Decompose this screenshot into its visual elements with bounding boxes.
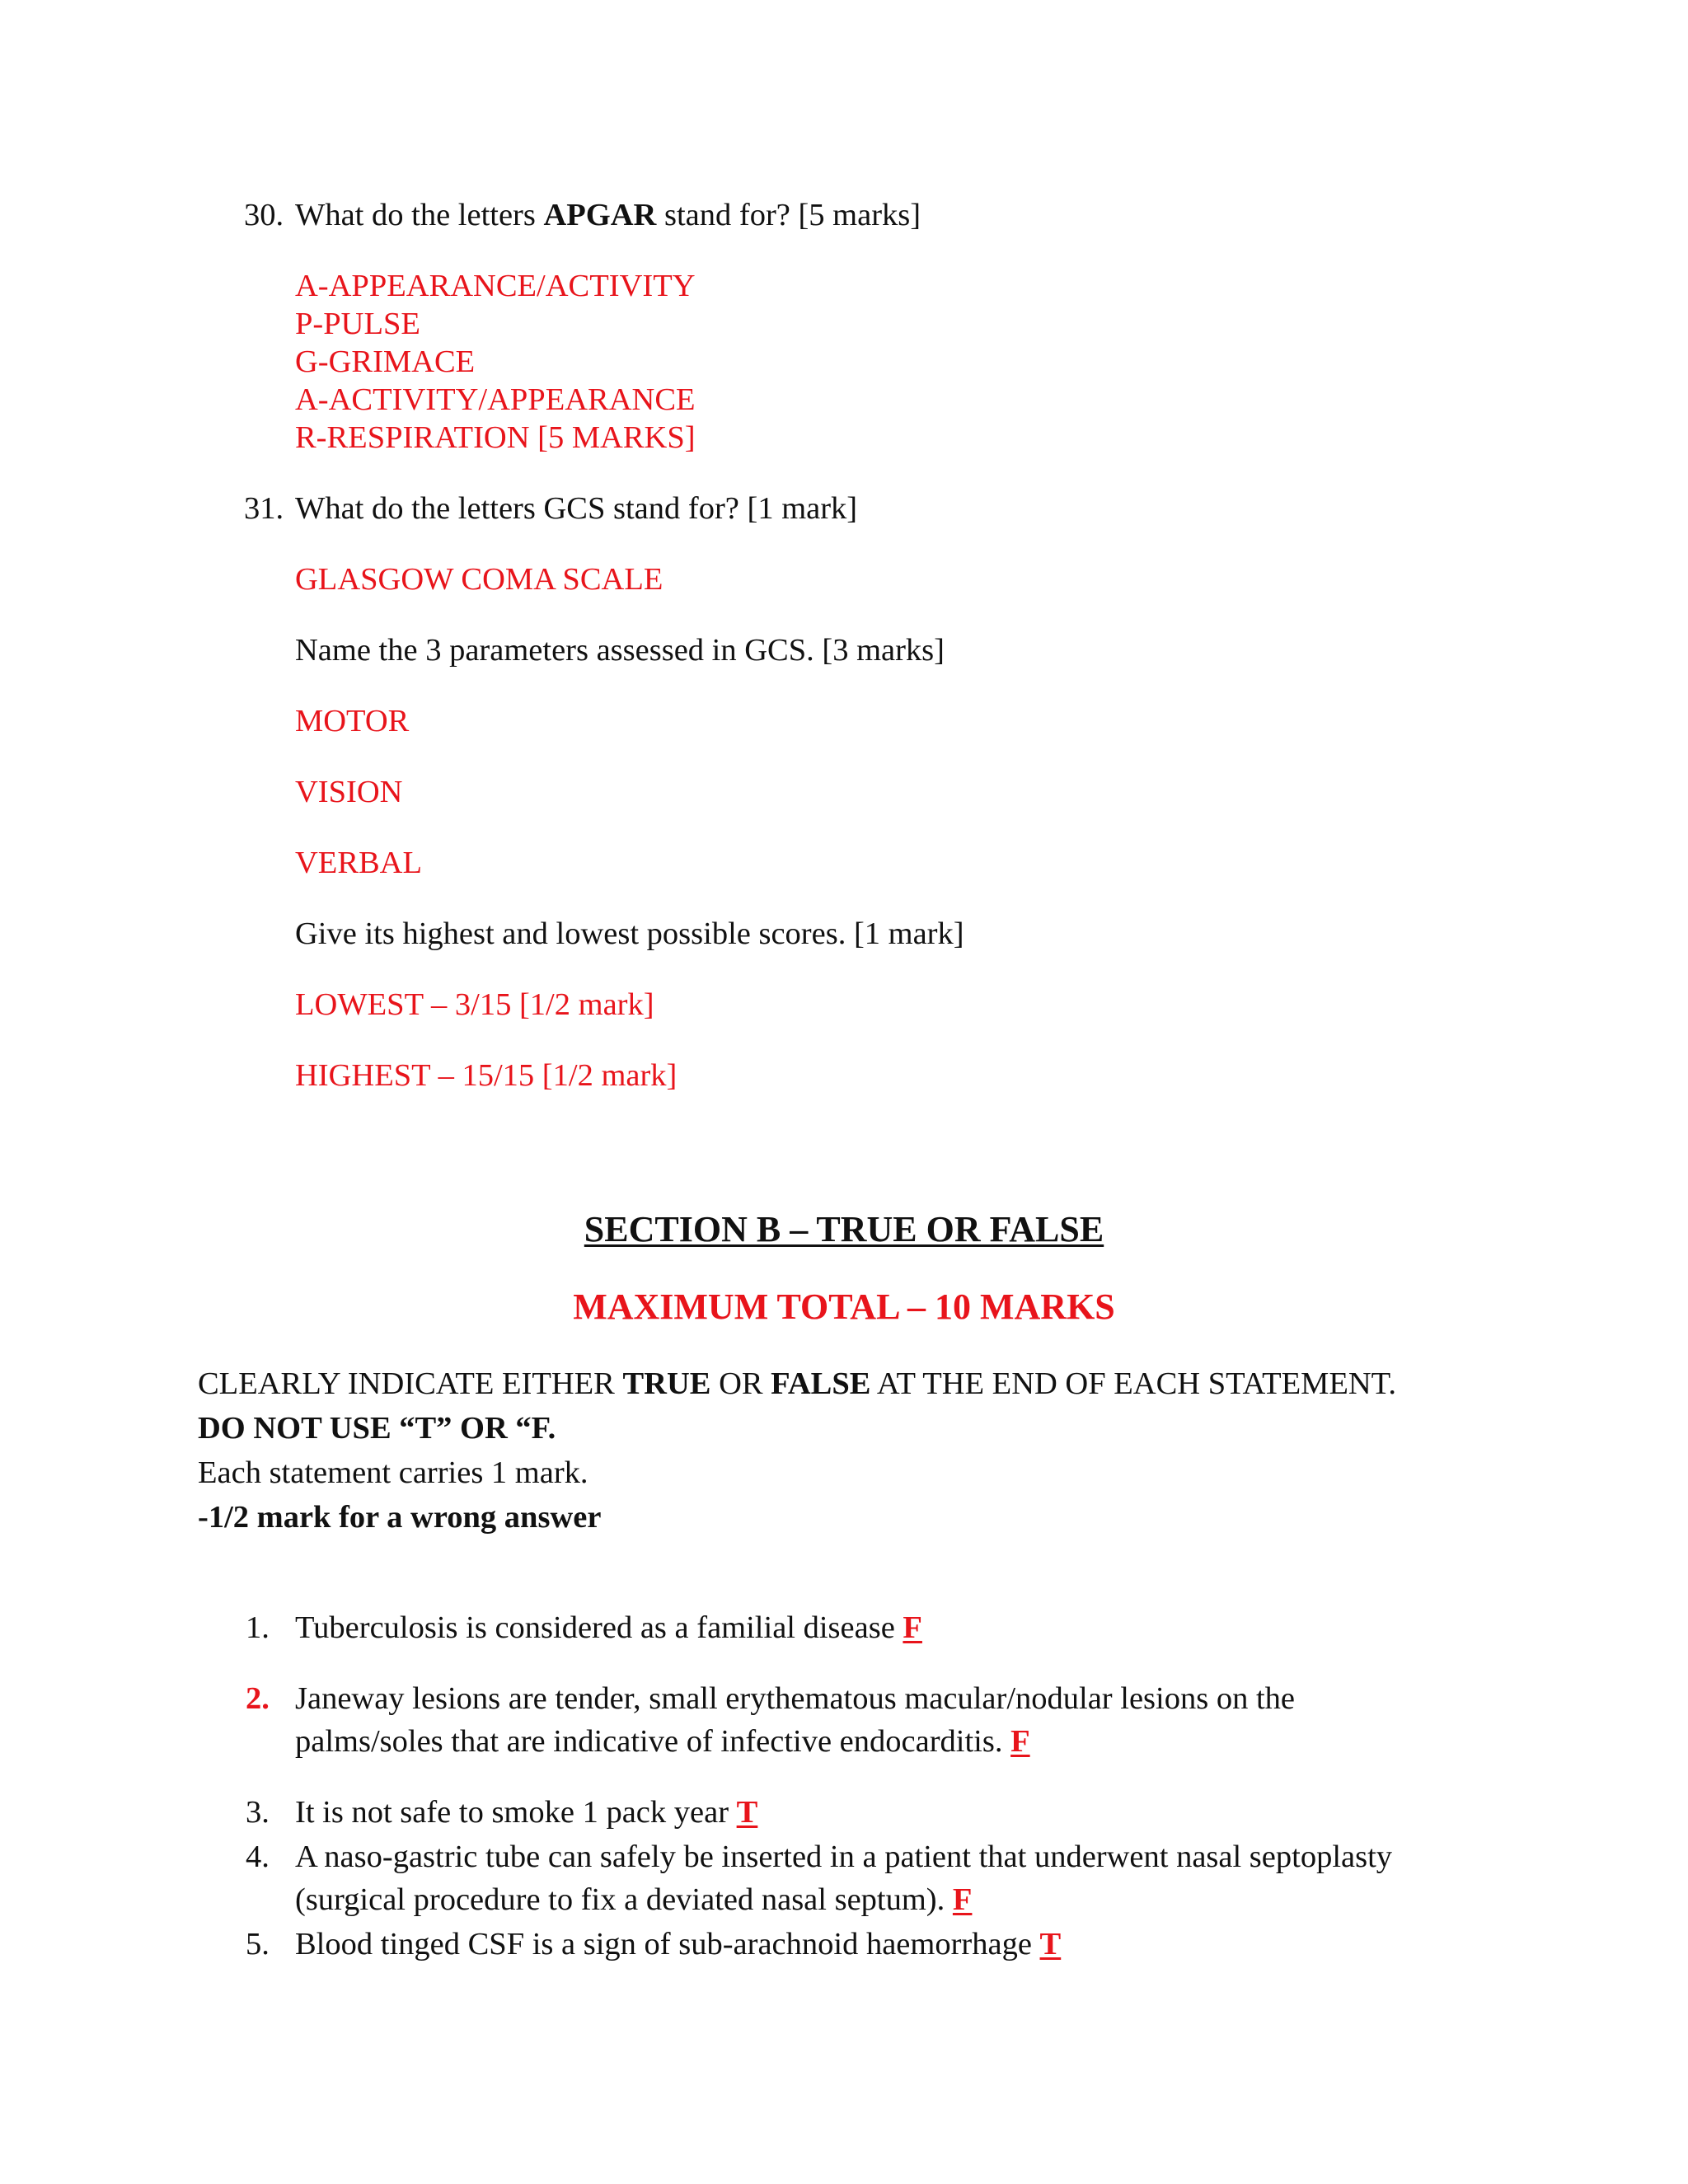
answer-line: P-PULSE	[295, 307, 420, 341]
statement-answer: F	[1010, 1724, 1030, 1759]
answer-line: HIGHEST – 15/15 [1/2 mark]	[295, 1058, 678, 1093]
question-31-text: What do the letters GCS stand for? [1 mark]	[295, 491, 858, 526]
statement	[295, 1726, 1030, 1758]
answer-line: MOTOR	[295, 704, 410, 738]
statement-text: A naso-gastric tube can safely be inserted in a patient that underwent nasal septoplasty	[295, 1840, 1393, 1874]
instruction-line: Each statement carries 1 mark.	[198, 1455, 588, 1490]
statement-text: Blood tinged CSF is a sign of sub-arachnoid haemorrhage	[295, 1927, 1032, 1961]
answer-line: VERBAL	[295, 846, 422, 880]
statement-number: 4.	[246, 1840, 270, 1874]
statement-answer: T	[736, 1795, 758, 1830]
instruction-text: CLEARLY INDICATE EITHER	[198, 1366, 615, 1401]
statement-answer: F	[952, 1882, 973, 1917]
question-term: APGAR	[543, 198, 657, 232]
statement	[295, 1797, 757, 1829]
instruction-line: DO NOT USE “T” OR “F.	[198, 1411, 556, 1446]
statement-text: Janeway lesions are tender, small erythematous macular/nodular lesions on the	[295, 1681, 1295, 1716]
question-text: stand for? [5 marks]	[663, 198, 921, 232]
instruction-text: AT THE END OF EACH STATEMENT.	[876, 1366, 1396, 1401]
statement	[295, 1884, 972, 1916]
question-number: 30.	[244, 198, 284, 232]
statement-answer: F	[903, 1610, 922, 1645]
instruction-line: -1/2 mark for a wrong answer	[198, 1500, 602, 1535]
statement-text: palms/soles that are indicative of infective endocarditis.	[295, 1724, 1003, 1759]
statement	[295, 1612, 922, 1644]
answer-line: R-RESPIRATION [5 MARKS]	[295, 420, 696, 455]
answer-line: G-GRIMACE	[295, 344, 476, 379]
question-text: What do the letters	[295, 198, 536, 232]
answer-line: VISION	[295, 775, 403, 809]
statement-answer: T	[1039, 1927, 1062, 1961]
instruction-line	[198, 1368, 1396, 1400]
answer-line: A-ACTIVITY/APPEARANCE	[295, 382, 696, 417]
answer-line: LOWEST – 3/15 [1/2 mark]	[295, 987, 654, 1022]
statement-text: Tuberculosis is considered as a familial disease	[295, 1610, 895, 1645]
statement-number: 2.	[246, 1681, 270, 1716]
sub-question: Name the 3 parameters assessed in GCS. [3 marks]	[295, 633, 945, 668]
question-30-text	[295, 199, 921, 232]
question-number: 31.	[244, 491, 284, 526]
instruction-true: TRUE	[622, 1366, 711, 1401]
instruction-false: FALSE	[771, 1366, 871, 1401]
statement-text: (surgical procedure to fix a deviated nasal septum).	[295, 1882, 945, 1917]
answer-line: GLASGOW COMA SCALE	[295, 562, 663, 597]
statement	[295, 1929, 1061, 1961]
statement-number: 3.	[246, 1795, 270, 1830]
statement-text: It is not safe to smoke 1 pack year	[295, 1795, 729, 1830]
instruction-text: OR	[719, 1366, 763, 1401]
statement-number: 1.	[246, 1610, 270, 1645]
statement-number: 5.	[246, 1927, 270, 1961]
section-title: SECTION B – TRUE OR FALSE	[584, 1209, 1104, 1249]
answer-line: A-APPEARANCE/ACTIVITY	[295, 269, 696, 303]
max-total: MAXIMUM TOTAL – 10 MARKS	[573, 1286, 1115, 1327]
sub-question: Give its highest and lowest possible scores. [1 mark]	[295, 916, 964, 951]
